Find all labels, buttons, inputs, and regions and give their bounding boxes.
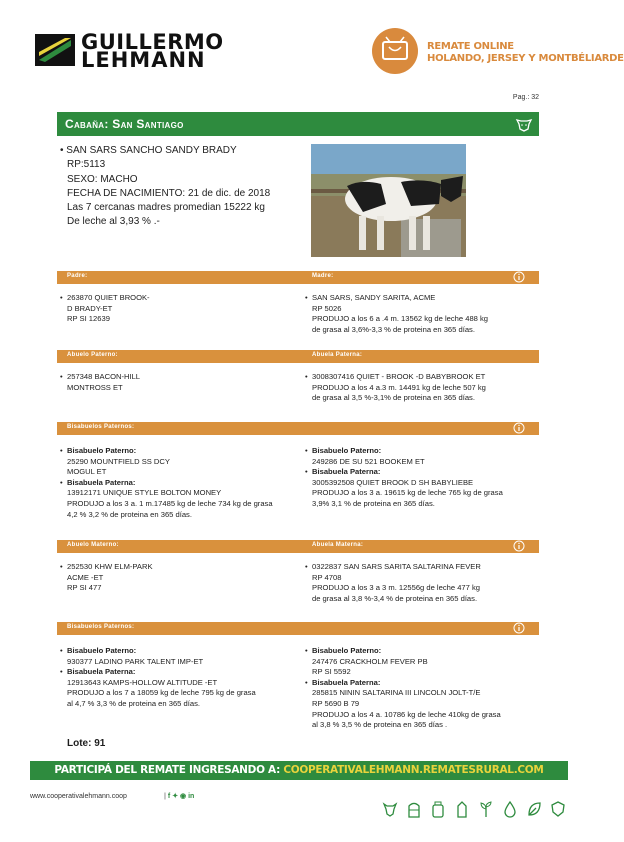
- water-drop-icon: [502, 800, 518, 818]
- abuelo-materno-info: [60, 562, 300, 594]
- banner-link[interactable]: COOPERATIVALEHMANN.REMATESRURAL.COM: [283, 764, 544, 776]
- abuelo-materno-line: RP SI 477: [67, 583, 102, 593]
- bisabuelo-line: RP SI 5592: [312, 667, 351, 677]
- facebook-icon[interactable]: f: [167, 793, 171, 800]
- abuela-paterna-line: PRODUJO a los 4 a.3 m. 14491 kg de leche 507 kg: [312, 382, 486, 392]
- abuelo-paterno-label: Abuelo Paterno:: [67, 352, 118, 358]
- seedling-icon: [478, 800, 494, 818]
- bisabuela-heading: Bisabuela Paterna:: [312, 677, 381, 687]
- bisabuelo-line: 247476 CRACKHOLM FEVER PB: [312, 656, 428, 666]
- bisabuelos-maternos-label: Bisabuelos Paternos:: [67, 624, 135, 630]
- abuela-materna-label: Abuela Materna:: [312, 542, 364, 548]
- info-icon[interactable]: [513, 271, 525, 283]
- bisabuelo-line: 249286 DE SU 521 BOOKEM ET: [312, 456, 425, 466]
- padre-line: D BRADY-ET: [67, 303, 113, 313]
- guillermo-lehmann-logo: [35, 30, 225, 76]
- logo-mark-icon: [35, 34, 75, 66]
- bisabuela-line: PRODUJO a los 4 a. 10786 kg de leche 410kg de grasa: [312, 709, 501, 719]
- bisabuela-line: 285815 NININ SALTARINA III LINCOLN JOLT-T/E: [312, 688, 481, 698]
- bisabuela-line: 13912171 UNIQUE STYLE BOLTON MONEY: [67, 488, 222, 498]
- padre-line: RP SI 12639: [67, 314, 110, 324]
- animal-sexo: SEXO: MACHO: [67, 173, 138, 185]
- abuelo-paterno-line: MONTROSS ET: [67, 382, 123, 392]
- section-bar-abuelos-paternos: [57, 350, 539, 363]
- abuelo-materno-label: Abuelo Materno:: [67, 542, 119, 548]
- brand-line2: LEHMANN: [81, 48, 206, 72]
- bisabuela-line: al 3,8 % 3,5 % de proteina en 365 días .: [312, 720, 448, 730]
- section-bar-padres: [57, 271, 539, 284]
- cow-head-icon: [515, 115, 533, 133]
- bisabuela-heading: Bisabuela Paterna:: [67, 477, 136, 487]
- abuelo-materno-line: ACME -ET: [67, 572, 104, 582]
- abuela-materna-line: PRODUJO a los 3 a 3 m. 12556g de leche 477 kg: [312, 583, 481, 593]
- animal-average: Las 7 cercanas madres promedian 15222 kg: [67, 202, 265, 214]
- info-icon[interactable]: [513, 422, 525, 434]
- footer-icon-row: [382, 800, 572, 822]
- abuela-materna-line: de grasa al 3,8 %-3,4 % de proteina en 365 días.: [312, 593, 478, 603]
- bisabuela-heading: Bisabuela Paterna:: [67, 667, 136, 677]
- bisabuelo-line: 25290 MOUNTFIELD SS DCY: [67, 456, 170, 466]
- animal-info: [60, 144, 300, 230]
- bisabuelos-paternos-right: [305, 446, 545, 510]
- abuela-materna-line: RP 4708: [312, 572, 342, 582]
- madre-line: de grasa al 3,6%-3,3 % de proteina en 365 días.: [312, 324, 475, 334]
- bisabuela-line: RP 5690 B 79: [312, 698, 360, 708]
- info-icon[interactable]: [513, 622, 525, 634]
- madre-line: RP 5026: [312, 303, 342, 313]
- animal-rp: RP:5113: [67, 159, 106, 171]
- bisabuelo-line: MOGUL ET: [67, 467, 107, 477]
- bisabuela-line: PRODUJO a los 3 a. 19615 kg de leche 765 kg de grasa: [312, 488, 503, 498]
- cabana-title: Cabaña: San Santiago: [65, 117, 184, 131]
- bull-photo: [311, 144, 466, 257]
- madre-line: PRODUJO a los 6 a .4 m. 13562 kg de leche 488 kg: [312, 314, 489, 324]
- section-bar-bisabuelos-paternos: [57, 422, 539, 435]
- abuela-paterna-line: de grasa al 3,5 %-3,1% de proteina en 365 días.: [312, 393, 475, 403]
- animal-average-cont: De leche al 3,93 % .-: [67, 216, 160, 228]
- bisabuelos-maternos-right: [305, 646, 545, 731]
- abuelo-paterno-line: • 257348 BACON-HILL: [60, 372, 300, 383]
- padre-label: Padre:: [67, 273, 88, 279]
- bisabuelos-paternos-left: [60, 446, 305, 520]
- brand-line1: GUILLERMO: [81, 30, 224, 54]
- abuela-paterna-label: Abuela Paterna:: [312, 352, 363, 358]
- remate-online-logo: [372, 28, 624, 78]
- abuela-paterna-line: • 3008307416 QUIET - BROOK -D BABYBROOK ET: [305, 372, 545, 383]
- bisabuela-line: al 4,7 % 3,3 % de proteina en 365 días.: [67, 698, 200, 708]
- abuelo-paterno-info: [60, 372, 300, 393]
- cabana-header-bar: [57, 112, 539, 136]
- remate-line2: HOLANDO, JERSEY Y MONTBÉLIARDE: [427, 53, 624, 64]
- bisabuela-line: 3005392508 QUIET BROOK D SH BABYLIEBE: [312, 477, 474, 487]
- remate-banner[interactable]: [30, 761, 568, 780]
- bisabuela-line: PRODUJO a los 3 a. 1 m.17485 kg de leche 734 kg de grasa: [67, 498, 273, 508]
- madre-label: Madre:: [312, 273, 334, 279]
- lote-number: Lote: 91: [67, 738, 106, 749]
- remate-line1: REMATE ONLINE: [427, 41, 514, 52]
- social-icons: | f ✦ ◉ in: [164, 793, 195, 800]
- abuela-materna-info: [305, 562, 545, 604]
- abuela-paterna-info: [305, 372, 545, 404]
- animal-birthdate: FECHA DE NACIMIENTO: 21 de dic. de 2018: [67, 187, 271, 199]
- padre-line: • 263870 QUIET BROOK-: [60, 293, 300, 304]
- padre-info: [60, 293, 300, 325]
- bisabuela-heading: Bisabuela Paterna:: [312, 467, 381, 477]
- linkedin-icon[interactable]: in: [188, 793, 195, 800]
- bisabuela-line: 3,9% 3,1 % de proteina en 365 días.: [312, 498, 435, 508]
- bisabuela-line: 12913643 KAMPS-HOLLOW ALTITUDE -ET: [67, 677, 218, 687]
- tv-cow-badge-icon: [372, 28, 418, 74]
- animal-name: • SAN SARS SANCHO SANDY BRADY: [60, 145, 237, 156]
- page-number: Pag.: 32: [512, 94, 539, 101]
- bisabuelo-line: 930377 LADINO PARK TALENT IMP-ET: [67, 656, 204, 666]
- bisabuelo-heading: Bisabuelo Paterno:: [67, 646, 137, 655]
- twitter-icon[interactable]: ✦: [172, 793, 179, 800]
- bisabuela-line: PRODUJO a los 7 a 18059 kg de leche 795 kg de grasa: [67, 688, 256, 698]
- bisabuela-line: 4,2 % 3,2 % de proteina en 365 días.: [67, 509, 192, 519]
- abuela-materna-line: • 0322837 SAN SARS SARITA SALTARINA FEVER: [305, 562, 545, 573]
- abuelo-materno-line: • 252530 KHW ELM-PARK: [60, 562, 300, 573]
- milk-box-icon: [454, 800, 470, 818]
- bisabuelo-heading: Bisabuelo Paterno:: [312, 646, 382, 655]
- bisabuelos-maternos-left: [60, 646, 305, 710]
- info-icon[interactable]: [513, 540, 525, 552]
- section-bar-bisabuelos-maternos: [57, 622, 539, 635]
- madre-info: [305, 293, 545, 335]
- cow-icon: [382, 800, 398, 818]
- banner-prefix: PARTICIPÁ DEL REMATE INGRESANDO A:: [54, 764, 284, 776]
- bisabuelos-paternos-label: Bisabuelos Paternos:: [67, 424, 135, 430]
- madre-line: • SAN SARS, SANDY SARITA, ACME: [305, 293, 545, 304]
- silo-icon: [406, 800, 422, 818]
- shield-icon: [550, 800, 566, 818]
- leaf-icon: [526, 800, 542, 818]
- instagram-icon[interactable]: ◉: [180, 793, 187, 800]
- bisabuelo-heading: Bisabuelo Paterno:: [67, 446, 137, 455]
- section-bar-abuelos-maternos: [57, 540, 539, 553]
- bisabuelo-heading: Bisabuelo Paterno:: [312, 446, 382, 455]
- jar-icon: [430, 800, 446, 818]
- footer-website[interactable]: www.cooperativalehmann.coop: [30, 793, 127, 800]
